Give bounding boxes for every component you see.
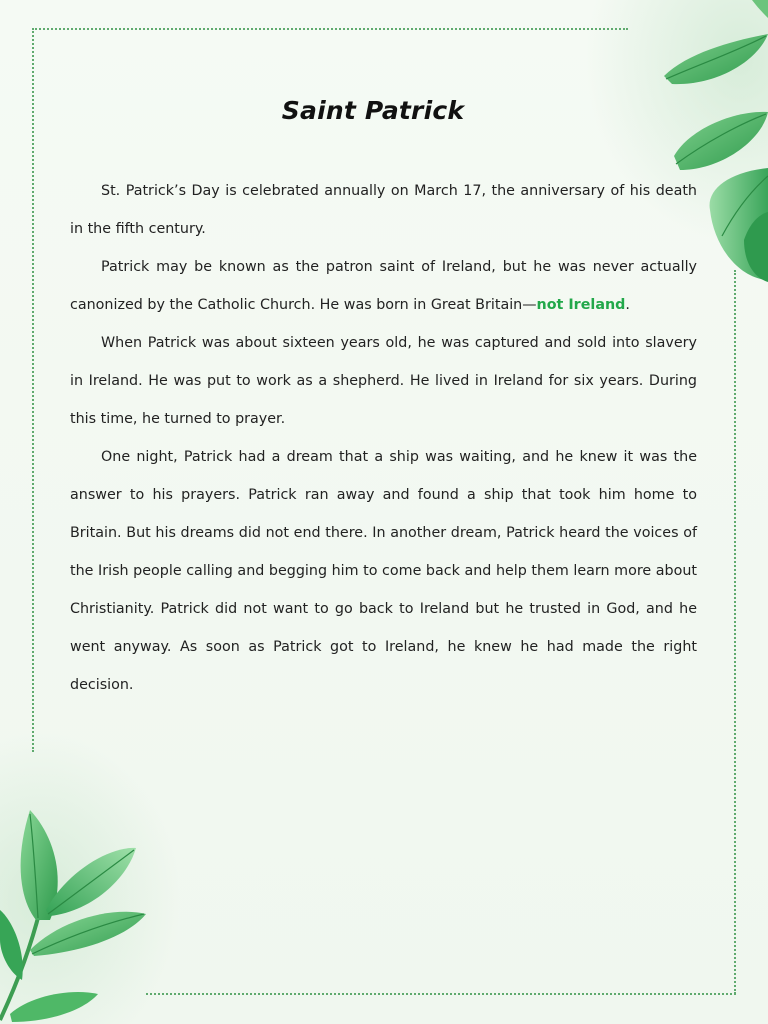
dotted-border-left: [32, 28, 34, 752]
paragraph-2: [70, 248, 697, 324]
dotted-border-top: [32, 28, 628, 30]
dotted-border-bottom: [146, 993, 736, 995]
paragraph-1: St. Patrick’s Day is celebrated annually on March 17, the anniversary of his death in the fifth century.: [70, 183, 697, 237]
article-body: [70, 172, 697, 704]
highlighted-phrase: not Ireland: [536, 297, 626, 313]
plant-sprig-icon: [0, 790, 160, 1024]
paragraph-4: One night, Patrick had a dream that a ship was waiting, and he knew it was the answer to his prayers. Patrick ran away and found a ship that took him home to Britain. But his dreams did not end there. In another dream, Patrick heard the voices of the Irish people calling and begging him to come back and help them learn more about Christianity. Patrick did not want to go back to Ireland but he trusted in God, and he went anyway. As soon as Patrick got to Ireland, he knew he had made the right decision.: [70, 449, 697, 693]
paragraph-3: When Patrick was about sixteen years old, he was captured and sold into slavery in Ireland. He was put to work as a shepherd. He lived in Ireland for six years. During this time, he turned to prayer.: [70, 335, 697, 427]
page-title: Saint Patrick: [281, 96, 465, 125]
paragraph-2-text: Patrick may be known as the patron saint of Ireland, but he was never actually canonized by the Catholic Church. He was born in Great Britain—: [70, 259, 697, 313]
paragraph-2-end: .: [625, 297, 630, 313]
dotted-border-right: [734, 270, 736, 994]
